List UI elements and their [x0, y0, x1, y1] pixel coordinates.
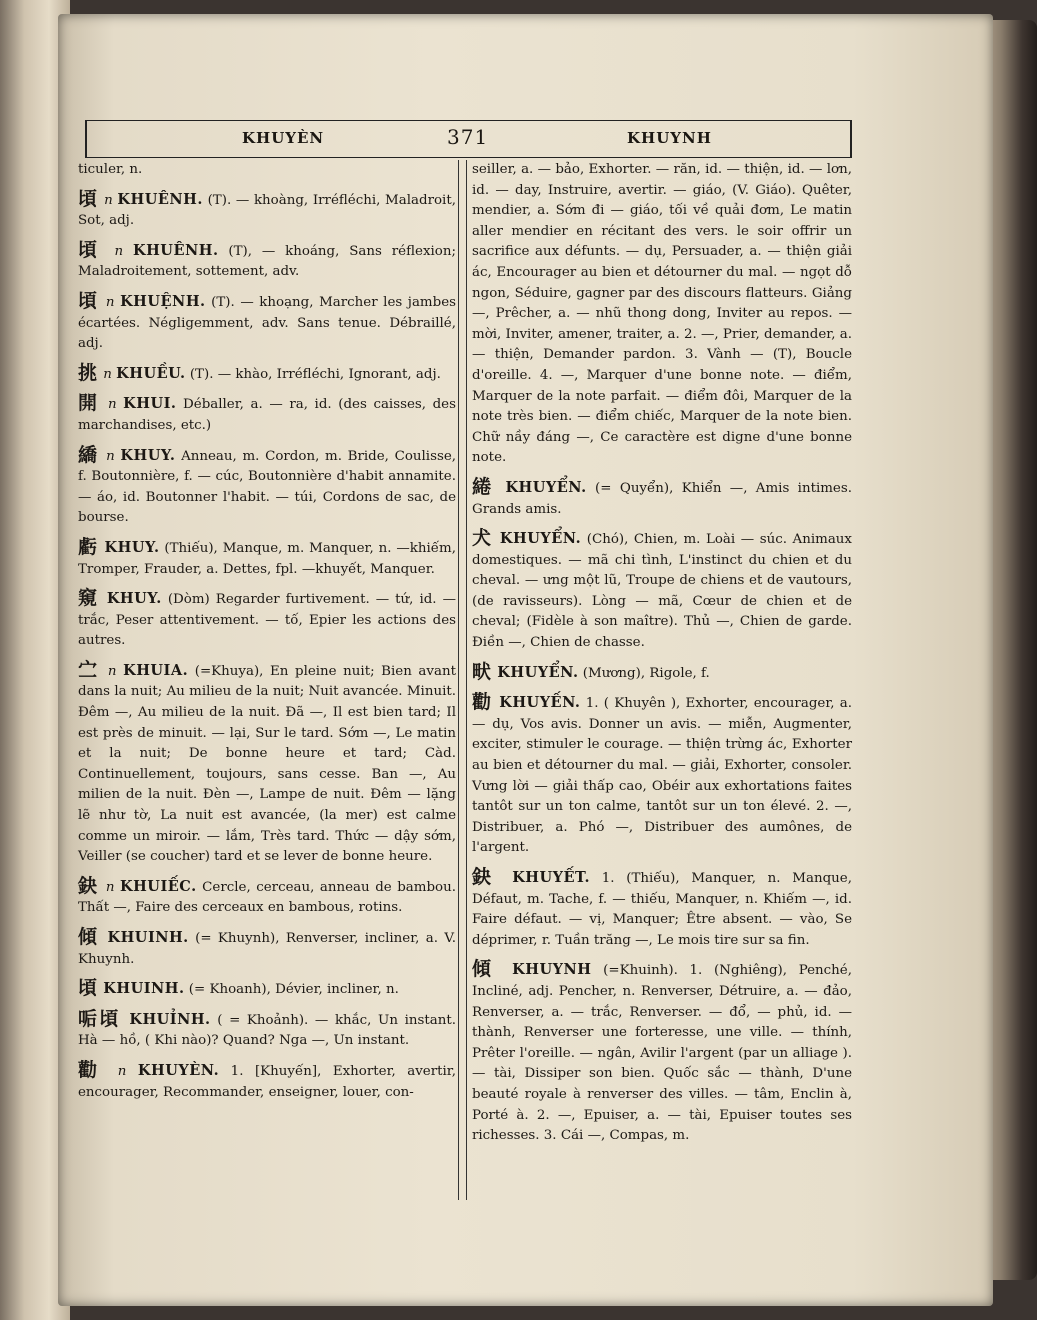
continuation-text: seiller, a. — bảo, Exhorter. — răn, id. — thiện, id. — lơn, id. — day, Instruire, avertir. — giáo, (V. Giáo). Quêter, mendier, a. Sớm đi — giáo, tối về quải đơm, Le matin aller mendier en récitant des vers. le soir offrir un sacrifice aux défunts. — dụ, Persuader, a. — thiện giải ác, Encourager au bien et détourner du mal. — ngọt dỗ ngon, Séduire, gagner par des discours flatteurs. Giảng —, Prêcher, a. — nhũ thong dong, Inviter au repos. — mời, Inviter, amener, traiter, a. 2. —, Prier, demander, a. — thiện, Demander pardon. 3. Vành — (T), Boucle d'oreille. 4. —, Marquer d'une bonne note. — điểm, Marquer de la note parfait. — điểm đôi, Marquer de la note très bien. — điểm chiếc, Marquer de la note bien. Chữ nầy đáng —, Ce caractère est digne d'une bonne note. — [472, 162, 852, 466]
definition: 1. [Khuyến], Exhorter, avertir, encourager, Recommander, enseigner, louer, con- — [78, 1063, 456, 1100]
dictionary-entry: 㝉 n KHUIA. (=Khuya), En pleine nuit; Bien avant dans la nuit; Au milieu de la nuit; Nuit avancée. Minuit. Đêm —, Au milieu de la nuit. Đã —, Il est bien tard; Il est près de minuit. — lại, Sur le tard. Sớm —, Le matin et la nuit; De bonne heure et tard; Càd. Continuellement, toujours, sans cesse. Ban —, Au milien de la nuit. Đèn —, Lampe de nuit. Đêm — lặng lẽ như tờ, La nuit est avancée, (la mer) est calme comme un miroir. — lắm, Très tard. Thức — dậy sớm, Veiller (se coucher) tard et se lever de bonne heure. — [78, 658, 456, 865]
definition: 1. (Thiếu), Manquer, n. Manque, Défaut, m. Tache, f. — thiếu, Manquer, n. Khiếm —, id. Faire défaut. — vị, Manquer; Être absent. — vào, Se déprimer, r. Tuần trăng —, Le mois tire sur sa fin. — [472, 871, 852, 948]
chinese-character: 窺 — [78, 587, 99, 610]
chinese-character: 鈌 — [78, 874, 99, 897]
headword: KHUYÈN. — [137, 1061, 220, 1079]
chinese-character: 勸 — [472, 691, 492, 714]
dictionary-entry — [472, 692, 852, 859]
definition: Cercle, cerceau, anneau de bambou. Thất —, Faire des cerceaux en bambous, rotins. — [78, 879, 456, 916]
definition: Déballer, a. — ra, id. (des caisses, des marchandises, etc.) — [78, 397, 456, 433]
dictionary-entry: 鈌 n KHUIẾC. Cercle, cerceau, anneau de bambou. Thất —, Faire des cerceaux en bambous, rotins. — [78, 874, 456, 916]
header-left-guide-word: KHUYÈN — [242, 129, 325, 147]
dictionary-entry: 勸 n KHUYÈN. 1. [Khuyến], Exhorter, avertir, encourager, Recommander, enseigner, louer, con- — [78, 1058, 456, 1100]
continuation-text: ticuler, n. — [78, 162, 143, 177]
chinese-character: 頃 — [78, 289, 99, 312]
chinese-character: 犬 — [472, 527, 493, 550]
headword: KHUYNH — [512, 961, 592, 979]
chinese-character: 勸 — [78, 1058, 105, 1081]
chinese-character: 頃 — [78, 977, 98, 1000]
headword: KHUÊNH. — [133, 241, 219, 259]
headword: KHUYẾT. — [512, 869, 591, 886]
definition: (=Khuya), En pleine nuit; Bien avant dans la nuit; Au milieu de la nuit; Nuit avancée. Minuit. Đêm —, Au milieu de la nuit. Đã —, Il est bien tard; Il est près de minuit. — lại, Sur le tard. Sớm —, Le matin et la nuit; De bonne heure et tard; Càd. Continuellement, toujours, sans cesse. Ban —, Au milien de la nuit. Đèn —, Lampe de nuit. Đêm — lặng lẽ như tờ, La nuit est avancée, (la mer) est calme comme un miroir. — lắm, Très tard. Thức — dậy sớm, Veiller (se coucher) tard et se lever de bonne heure. — [78, 663, 456, 865]
dictionary-entry — [472, 528, 852, 654]
chinese-character: 開 — [78, 392, 100, 415]
definition: 1. ( Khuyên ), Exhorter, encourager, a. — dụ, Vos avis. Donner un avis. — miễn, Augmenter, exciter, stimuler le courage. — thiện trừng ác, Exhorter au bien et détourner du mal. — giải, Exhorter, consoler. Vưng lời — giải thấp cao, Obéir aux exhortations faites tantôt sur un ton calme, tantôt sur un ton élevé. 2. —, Distribuer, a. Phó —, Distribuer des aumônes, de l'argent. — [472, 696, 852, 856]
right-column — [472, 160, 852, 1147]
headword: KHUY. — [104, 538, 160, 556]
headword: KHUIA. — [123, 661, 189, 679]
dictionary-entry: 頃 n KHUÊNH. (T), — khoáng, Sans réflexion; Maladroitement, sottement, adv. — [78, 238, 456, 280]
definition: (T). — khoạng, Marcher les jambes écartées. Négligemment, adv. Sans tenue. Débraillé, adj. — [78, 294, 456, 352]
definition: (Thiếu), Manque, m. Manquer, n. —khiếm, Tromper, Frauder, a. Dettes, fpl. —khuyết, Manquer. — [78, 540, 456, 577]
definition: (= Quyển), Khiển —, Amis intimes. Grands amis. — [472, 480, 852, 517]
chinese-character: 虧 — [78, 535, 98, 558]
definition: (=Khuinh). 1. (Nghiêng), Penché, Incliné, adj. Pencher, n. Renverser, Détruire, a. — đảo, Renverser, a. — trắc, Renverser. — đổ, — phủ, id. — thành, Renverser une forteresse, une ville. — thính, Prêter l'oreille. — ngân, Avilir l'argent (par un alliage ). — tài, Dissiper son bien. Quốc sắc — thành, D'une beauté royale à renverser des villes. — tâm, Enclin à, Porté à. 2. —, Epuiser, a. — tài, Epuiser toutes ses richesses. 3. Cái —, Compas, m. — [472, 963, 852, 1144]
page-number: 371 — [447, 125, 489, 149]
dictionary-entry: 頃 n KHUÊNH. (T). — khoàng, Irréfléchi, Maladroit, Sot, adj. — [78, 187, 456, 229]
definition: (= Khuynh), Renverser, incliner, a. V. Khuynh. — [78, 931, 456, 967]
definition: (T), — khoáng, Sans réflexion; Maladroitement, sottement, adv. — [78, 243, 456, 280]
dictionary-entry — [78, 537, 456, 580]
definition: ( = Khoảnh). — khắc, Un instant. Hà — hồ, ( Khi nào)? Quand? Nga —, Un instant. — [78, 1012, 456, 1049]
header-right-guide-word: KHUYNH — [627, 129, 712, 147]
chinese-character: 傾 — [78, 926, 100, 948]
definition: (= Khoanh), Dévier, incliner, n. — [188, 982, 399, 998]
definition: (T). — khào, Irréfléchi, Ignorant, adj. — [189, 366, 441, 382]
chinese-character: 頃 — [78, 238, 103, 261]
chinese-character: 畎 — [472, 660, 492, 683]
headword: KHUYỂN. — [505, 478, 587, 496]
dictionary-entry: 開 n KHUI. Déballer, a. — ra, id. (des caisses, des marchandises, etc.) — [78, 392, 456, 433]
headword: KHUYỂN. — [497, 663, 579, 681]
headword: KHUY. — [106, 590, 162, 608]
headword: KHUỆNH. — [120, 292, 206, 310]
headword: KHUINH. — [103, 980, 185, 998]
dictionary-entry: 頃 n KHUỆNH. (T). — khoạng, Marcher les jambes écartées. Négligemment, adv. Sans tenue. Débraillé, adj. — [78, 289, 456, 352]
dictionary-entry — [472, 662, 852, 685]
dictionary-entry — [78, 588, 456, 652]
headword: KHUỀU. — [116, 364, 186, 382]
chinese-character: 頃 — [78, 187, 98, 210]
definition: (Chó), Chien, m. Loài — súc. Animaux domestiques. — mã chi tình, L'instinct du chien et du cheval. — ưng một lũ, Troupe de chiens et de vautours, (de ravisseurs). Lòng — mã, Cœur de chien et de cheval; (Fidèle à son maître). Thủ —, Chien de garde. Điền —, Chien de chasse. — [472, 532, 852, 651]
definition: (Dòm) Regarder furtivement. — tứ, id. — trắc, Peser attentivement. — tố, Epier les actions des autres. — [78, 592, 456, 649]
chinese-character: 綣 — [472, 475, 496, 498]
dictionary-entry — [78, 1009, 456, 1052]
dictionary-entry — [472, 477, 852, 520]
dictionary-entry — [472, 959, 852, 1146]
headword: KHUIẾC. — [120, 877, 197, 895]
chinese-character: 㖃頃 — [78, 1007, 121, 1030]
chinese-character: 繑 — [78, 443, 99, 466]
column-divider — [458, 160, 467, 1200]
running-header — [85, 120, 852, 158]
headword: KHUYỂN. — [499, 530, 582, 548]
left-column — [78, 160, 456, 1103]
headword: KHUY. — [120, 446, 176, 464]
dictionary-entry — [78, 927, 456, 970]
headword: KHUINH. — [107, 929, 189, 946]
chinese-character: 鈌 — [472, 866, 499, 888]
headword: KHUÊNH. — [117, 190, 203, 208]
headword: KHUYẾN. — [499, 694, 581, 712]
definition: (T). — khoàng, Irréfléchi, Maladroit, Sot, adj. — [78, 192, 456, 229]
chinese-character: 傾 — [472, 958, 499, 981]
headword: KHUỈNH. — [129, 1010, 211, 1028]
chinese-character: 㝉 — [78, 658, 100, 681]
dictionary-entry — [78, 978, 456, 1001]
dictionary-entry: 繑 n KHUY. Anneau, m. Cordon, m. Bride, Coulisse, f. Boutonnière, f. — cúc, Boutonnière d'habit annamite. — áo, id. Boutonner l'habit. — túi, Cordons de sac, de bourse. — [78, 443, 456, 526]
chinese-character: 挑 — [78, 361, 98, 384]
dictionary-entry: 挑 n KHUỀU. (T). — khào, Irréfléchi, Ignorant, adj. — [78, 361, 441, 384]
headword: KHUI. — [123, 395, 177, 413]
definition: Anneau, m. Cordon, m. Bride, Coulisse, f. Boutonnière, f. — cúc, Boutonnière d'habit annamite. — áo, id. Boutonner l'habit. — túi, Cordons de sac, de bourse. — [78, 448, 456, 526]
dictionary-entry — [472, 867, 852, 951]
definition: (Mương), Rigole, f. — [582, 665, 710, 681]
